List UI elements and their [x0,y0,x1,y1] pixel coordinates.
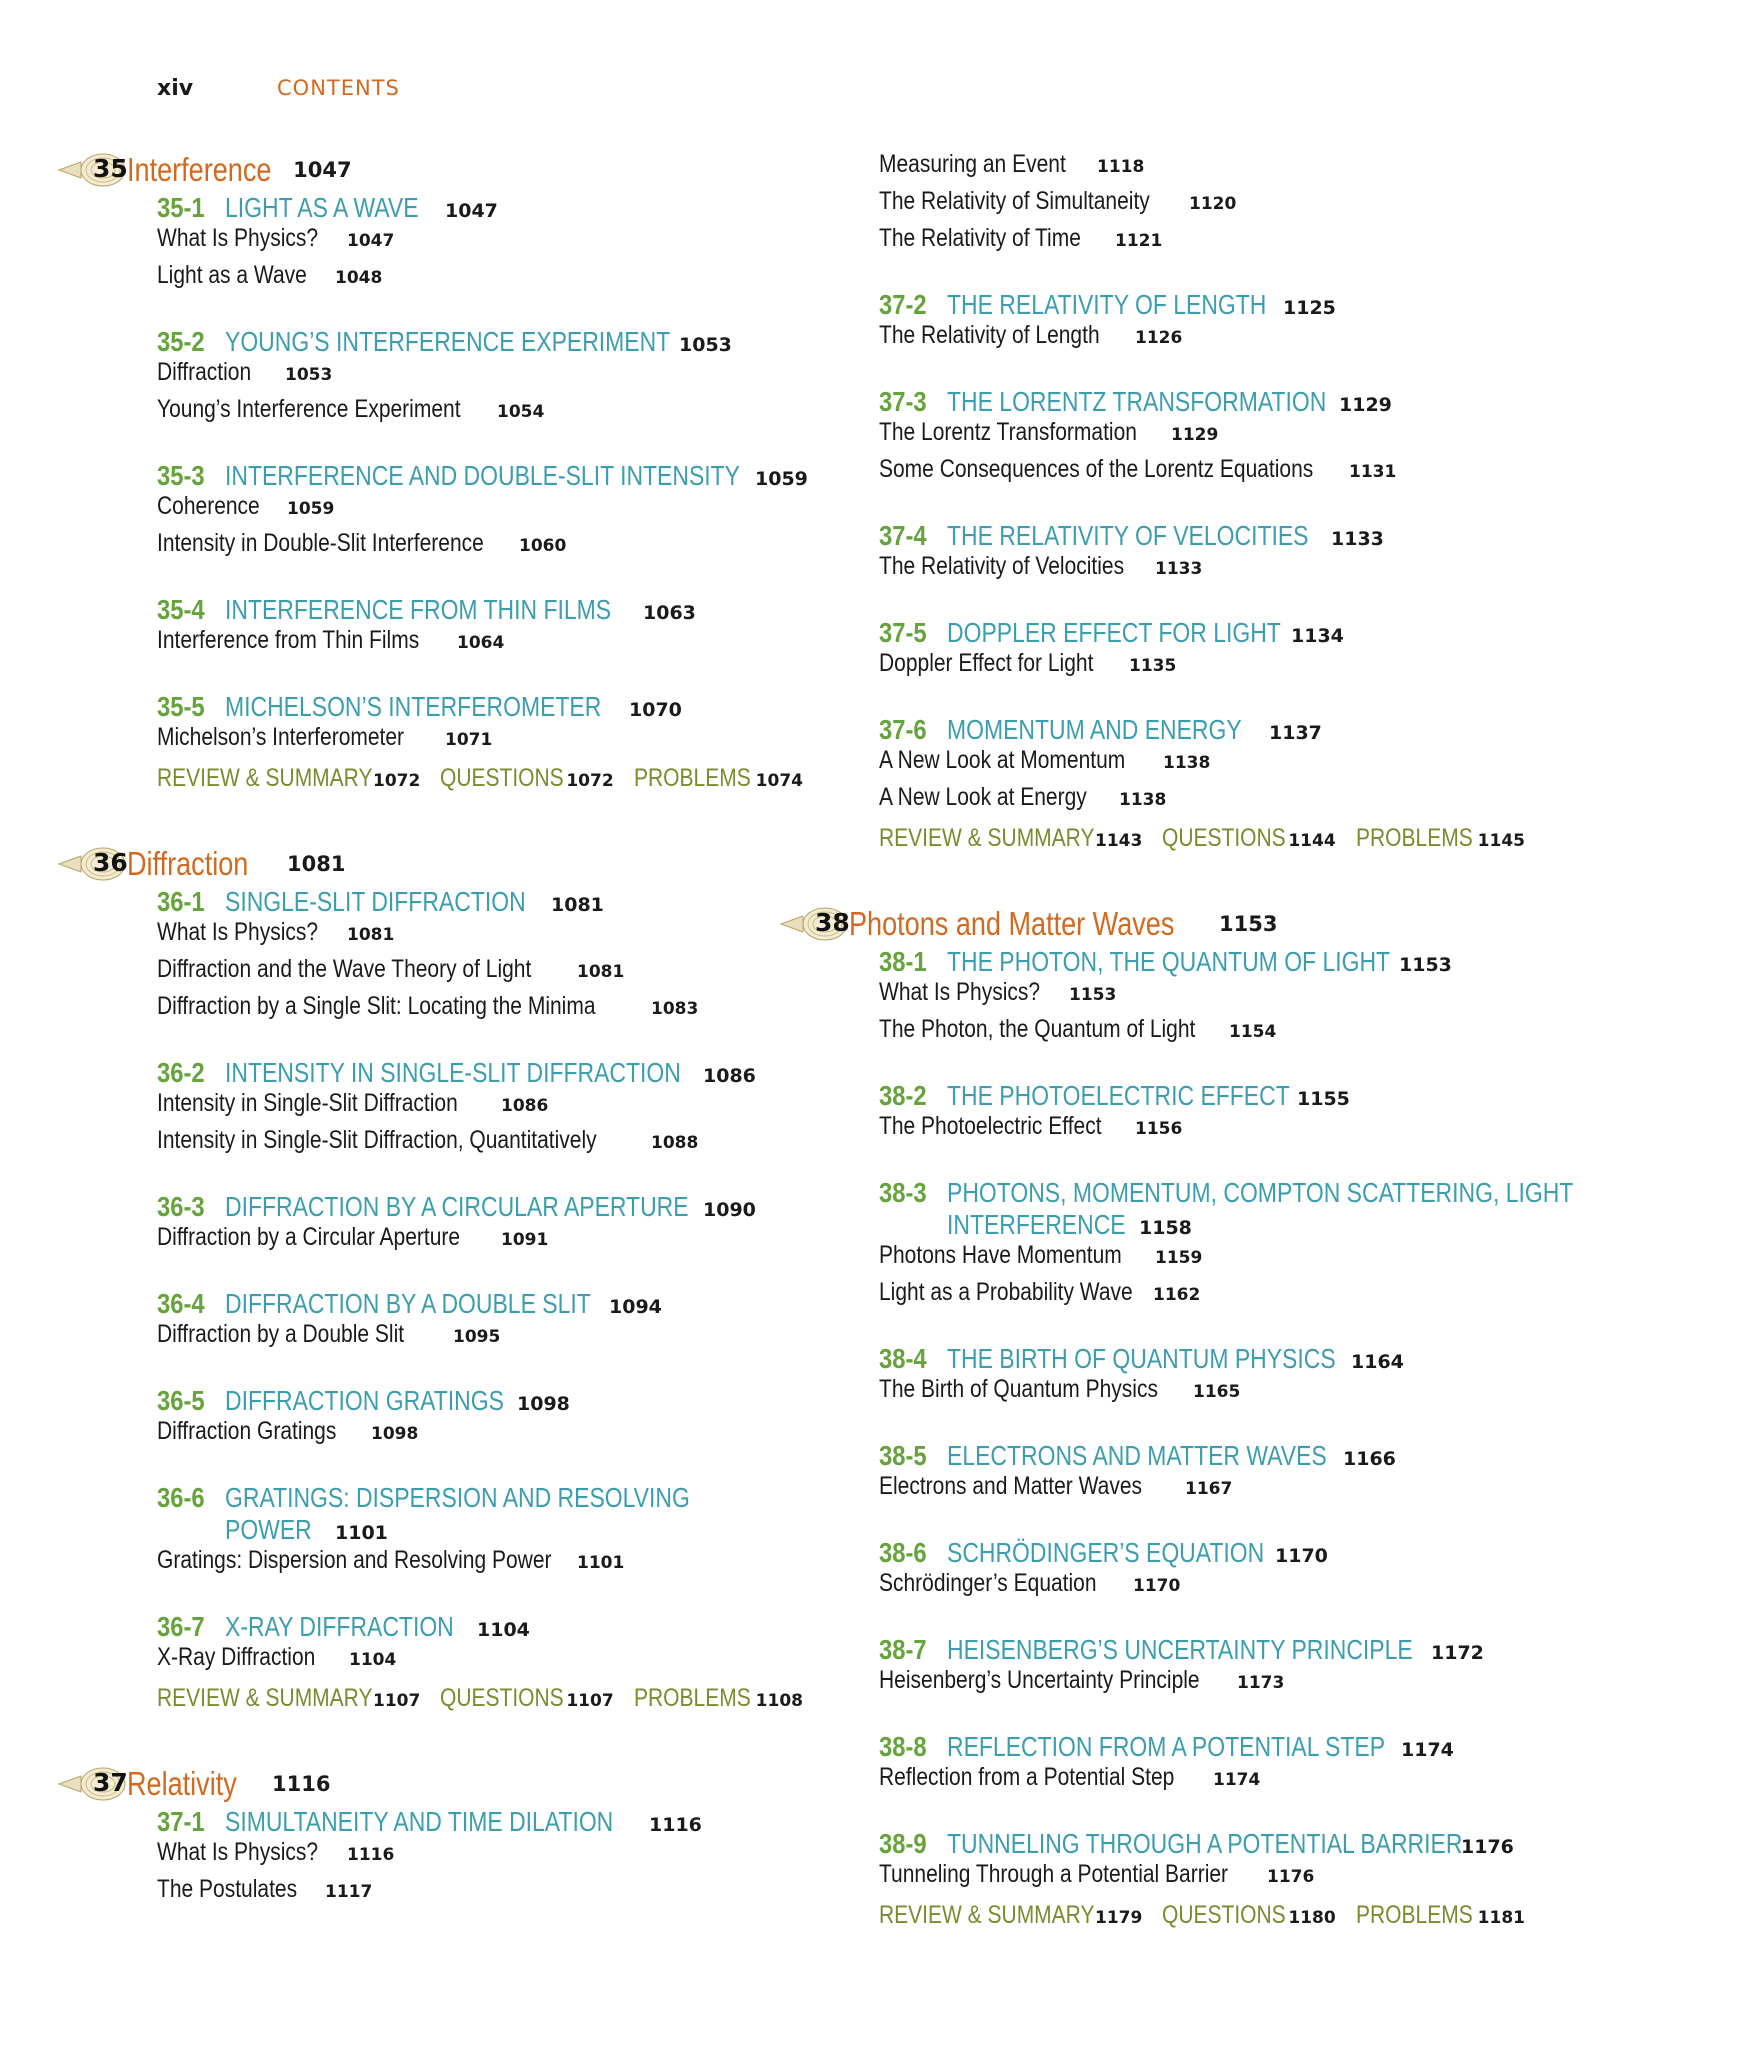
problems-page: 1074 [755,771,803,791]
module-page: 1059 [755,468,808,490]
leaf-swirl-icon [57,844,127,884]
chapter-page: 1081 [287,852,346,876]
questions-page: 1180 [1288,1908,1336,1928]
chapter-page: 1153 [1219,912,1278,936]
module-number: 37-3 [879,386,927,417]
item-text: Coherence [157,492,260,520]
module-title: THE RELATIVITY OF LENGTH [947,289,1267,320]
module-number: 36-3 [157,1191,205,1222]
list-item[interactable] [850,1569,1640,1606]
item-page: 1104 [349,1650,397,1670]
chapter-end-links [120,764,840,804]
review-page: 1179 [1095,1908,1143,1928]
item-page: 1059 [287,499,335,519]
module-number: 37-2 [879,289,927,320]
module-number: 37-4 [879,520,927,551]
item-text: Intensity in Single-Slit Diffraction [157,1089,458,1117]
problems-link[interactable]: PROBLEMS [1355,1901,1473,1929]
questions-link[interactable]: QUESTIONS [1162,824,1287,852]
module-title: DIFFRACTION BY A CIRCULAR APERTURE [225,1191,689,1222]
item-text: Tunneling Through a Potential Barrier [879,1860,1229,1888]
item-text: Light as a Probability Wave [879,1278,1133,1306]
review-page: 1072 [373,771,421,791]
module-title: THE LORENTZ TRANSFORMATION [947,386,1327,417]
item-page: 1156 [1135,1119,1183,1139]
item-page: 1088 [651,1133,699,1153]
list-item[interactable] [850,1015,1640,1052]
module-36-7[interactable] [120,1611,840,1643]
item-text: The Postulates [157,1875,298,1903]
chapter-end-links [120,1684,840,1724]
module-36-4[interactable] [120,1288,840,1320]
item-page: 1129 [1171,425,1219,445]
item-page: 1126 [1135,328,1183,348]
problems-link[interactable]: PROBLEMS [633,764,751,792]
list-item[interactable] [850,1763,1640,1800]
item-text: The Relativity of Velocities [879,552,1125,580]
module-37-5[interactable] [850,617,1640,649]
questions-page: 1144 [1288,831,1336,851]
module-number: 36-1 [157,886,205,917]
module-38-9[interactable] [850,1828,1640,1860]
module-title: TUNNELING THROUGH A POTENTIAL BARRIER [947,1828,1463,1859]
item-page: 1170 [1133,1576,1181,1596]
module-38-3[interactable] [850,1177,1640,1241]
item-page: 1138 [1119,790,1167,810]
chapter-title: Diffraction [127,845,249,882]
item-text: Diffraction by a Double Slit [157,1320,405,1348]
module-title: DIFFRACTION GRATINGS [225,1385,504,1416]
item-text: A New Look at Momentum [879,746,1126,774]
module-number: 35-1 [157,192,205,223]
module-page: 1094 [609,1296,662,1318]
item-page: 1133 [1155,559,1203,579]
module-title: X-RAY DIFFRACTION [225,1611,454,1642]
module-page: 1164 [1351,1351,1404,1373]
module-number: 36-7 [157,1611,205,1642]
module-number: 38-5 [879,1440,927,1471]
module-35-5[interactable] [120,691,840,723]
item-text: Diffraction [157,358,252,386]
module-title: INTENSITY IN SINGLE-SLIT DIFFRACTION [225,1057,681,1088]
item-page: 1117 [325,1882,373,1902]
section-label: CONTENTS [277,76,400,100]
module-number: 36-4 [157,1288,205,1319]
module-number: 38-8 [879,1731,927,1762]
module-title-continued: POWER [225,1514,312,1545]
item-text: Young’s Interference Experiment [157,395,461,423]
chapter-number: 35 [93,154,128,183]
item-text: X-Ray Diffraction [157,1643,316,1671]
item-page: 1116 [347,1845,395,1865]
list-item[interactable] [120,992,840,1029]
module-36-6[interactable] [120,1482,840,1546]
item-text: The Relativity of Simultaneity [879,187,1150,215]
module-36-5[interactable] [120,1385,840,1417]
item-text: What Is Physics? [157,918,319,946]
list-item[interactable] [850,649,1640,686]
module-page: 1170 [1275,1545,1328,1567]
module-title: ELECTRONS AND MATTER WAVES [947,1440,1327,1471]
item-text: Diffraction and the Wave Theory of Light [157,955,532,983]
module-page: 1101 [335,1522,388,1544]
item-page: 1064 [457,633,505,653]
item-page: 1086 [501,1096,549,1116]
module-title: SCHRÖDINGER’S EQUATION [947,1537,1265,1568]
module-title: DIFFRACTION BY A DOUBLE SLIT [225,1288,591,1319]
module-page: 1086 [703,1065,756,1087]
list-item[interactable] [120,529,840,566]
module-number: 36-6 [157,1482,205,1513]
list-item[interactable] [120,918,840,955]
item-page: 1159 [1155,1248,1203,1268]
item-page: 1138 [1163,753,1211,773]
module-35-3[interactable] [120,460,840,492]
module-number: 38-6 [879,1537,927,1568]
module-page: 1174 [1401,1739,1454,1761]
list-item[interactable] [850,224,1640,261]
module-number: 37-1 [157,1806,205,1837]
list-item[interactable] [120,1546,840,1583]
list-item[interactable] [120,261,840,298]
chapter-number: 37 [93,1768,128,1797]
questions-page: 1072 [566,771,614,791]
module-title: MOMENTUM AND ENERGY [947,714,1242,745]
module-page: 1063 [643,602,696,624]
item-page: 1173 [1237,1673,1285,1693]
chapter-37[interactable] [57,1764,840,1804]
module-number: 38-4 [879,1343,927,1374]
module-number: 38-1 [879,946,927,977]
module-page: 1153 [1399,954,1452,976]
module-35-4[interactable] [120,594,840,626]
item-text: What Is Physics? [157,1838,319,1866]
problems-link[interactable]: PROBLEMS [633,1684,751,1712]
chapter-number: 36 [93,848,128,877]
module-number: 35-5 [157,691,205,722]
page-header [157,76,400,101]
list-item[interactable] [850,1860,1640,1897]
item-text: Diffraction Gratings [157,1417,337,1445]
chapter-38[interactable] [779,904,1640,944]
item-text: Reflection from a Potential Step [879,1763,1175,1791]
item-text: Michelson’s Interferometer [157,723,405,751]
module-title: HEISENBERG’S UNCERTAINTY PRINCIPLE [947,1634,1413,1665]
module-37-2[interactable] [850,289,1640,321]
module-page: 1155 [1297,1088,1350,1110]
list-item[interactable] [120,723,840,760]
module-number: 37-6 [879,714,927,745]
module-37-4[interactable] [850,520,1640,552]
review-summary-link[interactable]: REVIEW & SUMMARY [879,1901,1095,1929]
list-item[interactable] [850,1241,1640,1278]
list-item[interactable] [850,746,1640,783]
questions-link[interactable]: QUESTIONS [440,1684,565,1712]
module-38-1[interactable] [850,946,1640,978]
item-text: Schrödinger’s Equation [879,1569,1097,1597]
module-page: 1172 [1431,1642,1484,1664]
review-page: 1107 [373,1691,421,1711]
item-page: 1154 [1229,1022,1277,1042]
item-text: Diffraction by a Circular Aperture [157,1223,461,1251]
item-page: 1135 [1129,656,1177,676]
list-item[interactable] [120,395,840,432]
item-page: 1060 [519,536,567,556]
problems-page: 1181 [1477,1908,1525,1928]
chapter-end-links [850,1901,1640,1941]
item-page: 1054 [497,402,545,422]
list-item[interactable] [850,150,1640,187]
item-text: The Lorentz Transformation [879,418,1137,446]
module-37-1[interactable] [120,1806,840,1838]
list-item[interactable] [120,1089,840,1126]
item-page: 1071 [445,730,493,750]
item-text: A New Look at Energy [879,783,1087,811]
list-item[interactable] [120,626,840,663]
item-text: The Photon, the Quantum of Light [879,1015,1196,1043]
review-summary-link[interactable]: REVIEW & SUMMARY [879,824,1095,852]
item-page: 1083 [651,999,699,1019]
problems-page: 1145 [1477,831,1525,851]
module-page: 1129 [1339,394,1392,416]
module-title: SINGLE-SLIT DIFFRACTION [225,886,526,917]
list-item[interactable] [120,224,840,261]
chapter-35[interactable] [57,150,840,190]
module-number: 35-4 [157,594,205,625]
item-text: Some Consequences of the Lorentz Equations [879,455,1314,483]
list-item[interactable] [850,1278,1640,1315]
module-page: 1081 [551,894,604,916]
item-page: 1131 [1349,462,1397,482]
item-page: 1048 [335,268,383,288]
module-38-8[interactable] [850,1731,1640,1763]
module-number: 36-2 [157,1057,205,1088]
list-item[interactable] [850,1112,1640,1149]
item-text: Gratings: Dispersion and Resolving Power [157,1546,552,1574]
module-title: INTERFERENCE FROM THIN FILMS [225,594,612,625]
item-text: Intensity in Single-Slit Diffraction, Quantitatively [157,1126,597,1154]
module-page: 1090 [703,1199,756,1221]
item-page: 1098 [371,1424,419,1444]
item-page: 1165 [1193,1382,1241,1402]
list-item[interactable] [850,783,1640,820]
review-page: 1143 [1095,831,1143,851]
list-item[interactable] [120,1126,840,1163]
list-item[interactable] [850,321,1640,358]
item-page: 1101 [577,1553,625,1573]
module-number: 38-2 [879,1080,927,1111]
left-column [93,150,840,1912]
module-page: 1116 [649,1814,702,1836]
list-item[interactable] [850,418,1640,455]
item-page: 1081 [347,925,395,945]
module-number: 38-9 [879,1828,927,1859]
chapter-title: Photons and Matter Waves [849,905,1175,942]
module-page: 1104 [477,1619,530,1641]
list-item[interactable] [120,1875,840,1912]
list-item[interactable] [120,358,840,395]
item-text: Photons Have Momentum [879,1241,1122,1269]
module-page: 1047 [445,200,498,222]
module-page: 1125 [1283,297,1336,319]
module-title: THE PHOTOELECTRIC EFFECT [947,1080,1290,1111]
item-text: Heisenberg’s Uncertainty Principle [879,1666,1200,1694]
module-title: PHOTONS, MOMENTUM, COMPTON SCATTERING, LIGHT [947,1177,1574,1208]
list-item[interactable] [120,1223,840,1260]
module-page: 1070 [629,699,682,721]
leaf-swirl-icon [57,150,127,190]
list-item[interactable] [850,1375,1640,1412]
module-35-2[interactable] [120,326,840,358]
chapter-page: 1116 [272,1772,331,1796]
item-text: Measuring an Event [879,150,1066,178]
module-title: SIMULTANEITY AND TIME DILATION [225,1806,614,1837]
item-text: Diffraction by a Single Slit: Locating the Minima [157,992,596,1020]
item-text: Electrons and Matter Waves [879,1472,1142,1500]
item-page: 1047 [347,231,395,251]
module-36-2[interactable] [120,1057,840,1089]
item-text: What Is Physics? [157,224,319,252]
questions-page: 1107 [566,1691,614,1711]
module-number: 37-5 [879,617,927,648]
module-title: GRATINGS: DISPERSION AND RESOLVING [225,1482,690,1513]
list-item[interactable] [850,1472,1640,1509]
item-page: 1081 [577,962,625,982]
module-title: MICHELSON’S INTERFEROMETER [225,691,602,722]
module-38-2[interactable] [850,1080,1640,1112]
module-38-6[interactable] [850,1537,1640,1569]
item-text: The Birth of Quantum Physics [879,1375,1158,1403]
module-title: INTERFERENCE AND DOUBLE-SLIT INTENSITY [225,460,740,491]
list-item[interactable] [850,978,1640,1015]
review-summary-link[interactable]: REVIEW & SUMMARY [157,764,373,792]
problems-page: 1108 [755,1691,803,1711]
item-text: Intensity in Double-Slit Interference [157,529,484,557]
list-item[interactable] [120,1417,840,1454]
module-number: 36-5 [157,1385,205,1416]
module-38-7[interactable] [850,1634,1640,1666]
list-item[interactable] [120,1643,840,1680]
chapter-number: 38 [815,908,850,937]
list-item[interactable] [850,455,1640,492]
questions-link[interactable]: QUESTIONS [440,764,565,792]
list-item[interactable] [850,1666,1640,1703]
item-text: The Relativity of Time [879,224,1081,252]
module-number: 35-2 [157,326,205,357]
leaf-swirl-icon [57,1764,127,1804]
module-35-1[interactable] [120,192,840,224]
module-37-3[interactable] [850,386,1640,418]
problems-link[interactable]: PROBLEMS [1355,824,1473,852]
item-page: 1091 [501,1230,549,1250]
chapter-title: Relativity [127,1765,237,1802]
module-title: REFLECTION FROM A POTENTIAL STEP [947,1731,1386,1762]
module-title: LIGHT AS A WAVE [225,192,419,223]
list-item[interactable] [120,1838,840,1875]
module-page: 1166 [1343,1448,1396,1470]
module-title-continued: INTERFERENCE [947,1209,1126,1240]
item-text: Light as a Wave [157,261,307,289]
module-37-6[interactable] [850,714,1640,746]
item-page: 1167 [1185,1479,1233,1499]
chapter-end-links [850,824,1640,864]
module-page: 1098 [517,1393,570,1415]
module-38-4[interactable] [850,1343,1640,1375]
chapter-page: 1047 [293,158,352,182]
item-text: Interference from Thin Films [157,626,420,654]
chapter-36[interactable] [57,844,840,884]
review-summary-link[interactable]: REVIEW & SUMMARY [157,1684,373,1712]
item-page: 1121 [1115,231,1163,251]
module-page: 1176 [1461,1836,1514,1858]
item-page: 1118 [1097,157,1145,177]
module-page: 1134 [1291,625,1344,647]
module-page: 1158 [1139,1217,1192,1239]
module-38-5[interactable] [850,1440,1640,1472]
item-text: What Is Physics? [879,978,1041,1006]
module-number: 38-3 [879,1177,927,1208]
item-page: 1153 [1069,985,1117,1005]
module-page: 1137 [1269,722,1322,744]
list-item[interactable] [120,1320,840,1357]
chapter-title: Interference [127,151,272,188]
item-page: 1095 [453,1327,501,1347]
module-page: 1133 [1331,528,1384,550]
module-title: THE BIRTH OF QUANTUM PHYSICS [947,1343,1336,1374]
list-item[interactable] [850,187,1640,224]
item-text: The Photoelectric Effect [879,1112,1102,1140]
module-title: YOUNG’S INTERFERENCE EXPERIMENT [225,326,671,357]
module-title: THE RELATIVITY OF VELOCITIES [947,520,1309,551]
page-number: xiv [157,76,194,101]
module-title: DOPPLER EFFECT FOR LIGHT [947,617,1281,648]
module-number: 38-7 [879,1634,927,1665]
list-item[interactable] [850,552,1640,589]
item-page: 1162 [1153,1285,1201,1305]
list-item[interactable] [120,955,840,992]
module-number: 35-3 [157,460,205,491]
item-text: The Relativity of Length [879,321,1100,349]
item-page: 1174 [1213,1770,1261,1790]
item-page: 1053 [285,365,333,385]
module-page: 1053 [679,334,732,356]
right-column [815,150,1640,1941]
leaf-swirl-icon [779,904,849,944]
item-page: 1176 [1267,1867,1315,1887]
questions-link[interactable]: QUESTIONS [1162,1901,1287,1929]
module-36-1[interactable] [120,886,840,918]
item-text: Doppler Effect for Light [879,649,1094,677]
list-item[interactable] [120,492,840,529]
module-title: THE PHOTON, THE QUANTUM OF LIGHT [947,946,1391,977]
module-36-3[interactable] [120,1191,840,1223]
item-page: 1120 [1189,194,1237,214]
